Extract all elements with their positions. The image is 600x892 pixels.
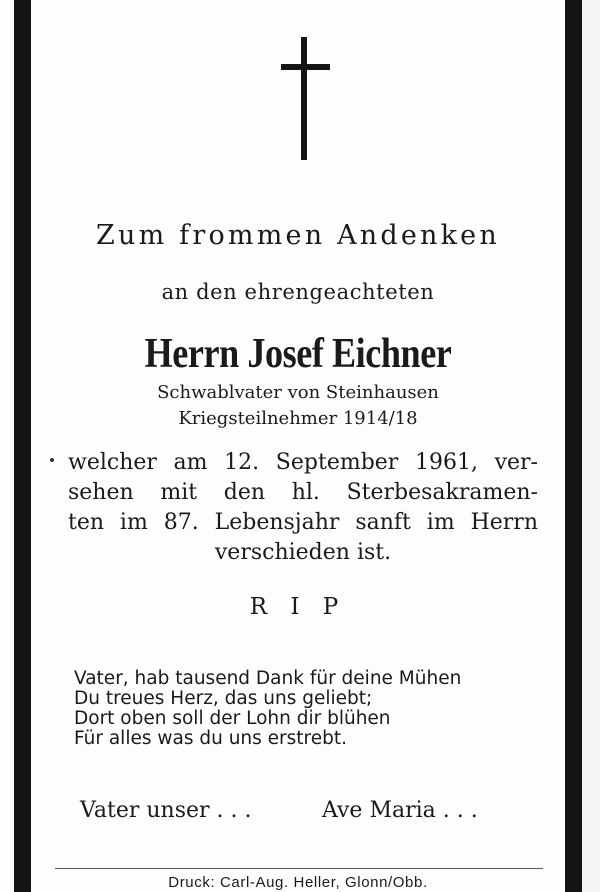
stray-dot (50, 458, 54, 462)
cross-vertical-bar (301, 37, 307, 160)
footer-divider (55, 868, 543, 869)
rip-text: R I P (249, 594, 347, 620)
paragraph-line: verschieden ist. (214, 540, 392, 565)
right-mourning-border (565, 0, 582, 892)
title-line-2: Kriegsteilnehmer 1914/18 (178, 408, 418, 429)
printer-credit: Druck: Carl-Aug. Heller, Glonn/Obb. (168, 874, 428, 891)
paragraph-line: sehen mit den hl. Sterbesakramen- (68, 480, 538, 505)
left-mourning-border (14, 0, 31, 892)
paragraph-line: welcher am 12. September 1961, ver- (68, 450, 538, 475)
poem-line: Dort oben soll der Lohn dir blühen (74, 708, 391, 729)
poem-line: Du treues Herz, das uns geliebt; (74, 688, 373, 709)
death-notice-paragraph (68, 448, 538, 568)
intro-line: an den ehrengeachteten (161, 280, 435, 304)
poem (74, 669, 554, 749)
prayer-ave-maria: Ave Maria . . . (322, 798, 478, 823)
prayer-vater-unser: Vater unser . . . (80, 798, 252, 823)
heading: Zum frommen Andenken (96, 220, 500, 251)
deceased-name: Herrn Josef Eichner (144, 331, 452, 377)
title-line-1: Schwablvater von Steinhausen (157, 382, 439, 403)
paragraph-line: ten im 87. Lebensjahr sanft im Herrn (68, 510, 538, 535)
card-edge (582, 0, 600, 892)
cross-horizontal-bar (281, 64, 330, 70)
poem-line: Für alles was du uns erstrebt. (74, 728, 348, 749)
poem-line: Vater, hab tausend Dank für deine Mühen (74, 668, 462, 689)
